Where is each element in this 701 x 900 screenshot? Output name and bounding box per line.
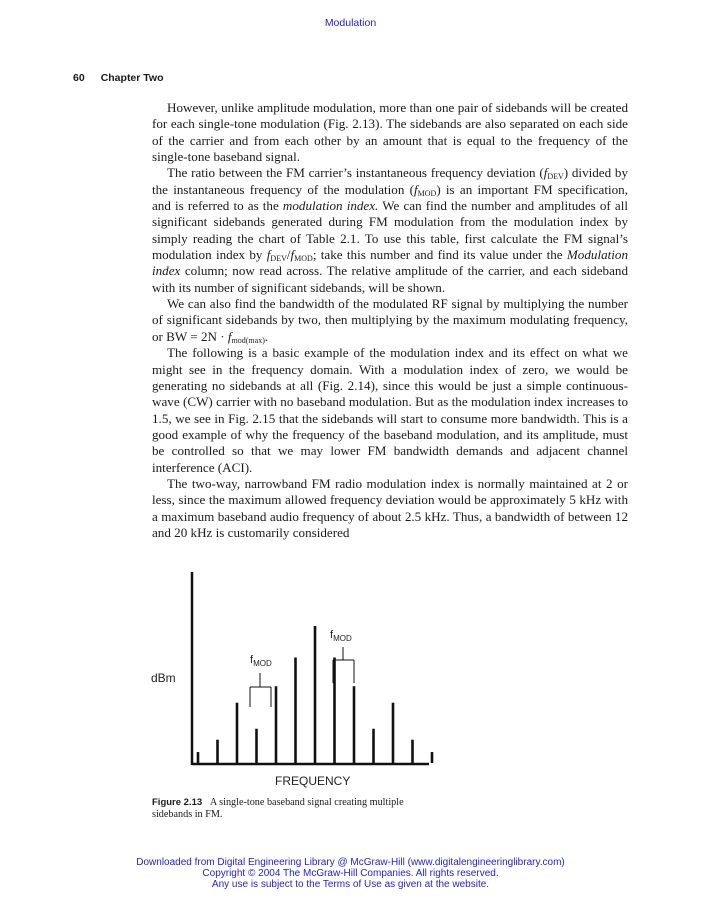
fmod-right-sub: MOD (333, 634, 352, 643)
fmod-right-f: f (330, 629, 334, 641)
body-text (152, 100, 628, 541)
figure-caption-text: A single-tone baseband signal creating multiple sidebands in FM. (152, 797, 404, 820)
p3-text-1: We can also find the bandwidth of the modulated RF signal by multiplying the number of significant sidebands by two, then multiplying by the maximum modulating frequency, or BW = 2N · (152, 296, 628, 344)
mod-subscript: MOD (417, 188, 437, 198)
page-header (73, 72, 164, 84)
dev-subscript: DEV (270, 254, 287, 264)
paragraph-4: The following is a basic example of the modulation index and its effect on what we might see in the frequency domain. With a modulation index of zero, we would be generating no sidebands at all (Fig. 2.14), since this would be just a simple continuous-wave (CW) carrier with no baseband modulation. But as the modulation index increases to 1.5, we see in Fig. 2.15 that the sidebands will start to consume more bandwidth. This is a good example of why the frequency of the baseband modulation, and its amplitude, must be controlled so that we may lower FM bandwidth demands and adjacent channel interference (ACI). (152, 345, 628, 475)
footer-download-link[interactable]: Downloaded from Digital Engineering Library @ McGraw-Hill (www.digitalengineeringlibrary.com) (136, 857, 565, 868)
p3-text-2: . (264, 328, 269, 344)
fmod-annotation-left (250, 654, 272, 707)
fmod-left-f: f (250, 654, 254, 666)
fmod-left-sub: MOD (253, 659, 272, 668)
term-modulation-index: modulation index. (282, 198, 379, 214)
spectral-lines (198, 626, 432, 763)
fmod-label-right (330, 629, 352, 643)
x-axis-label: FREQUENCY (275, 774, 351, 788)
paragraph-1: However, unlike amplitude modulation, more than one pair of sidebands will be created for each single-tone modulation (Fig. 2.13). The sidebands are also separated on each side of the carrier and from each other by an amount that is equal to the frequency of the single-tone baseband signal. (152, 100, 628, 165)
p2-text-3: ) is an important FM specification, and is referred to as the (152, 181, 628, 214)
f-symbol: f (266, 247, 271, 263)
dev-subscript: DEV (547, 172, 564, 182)
chapter-title: Chapter Two (100, 72, 164, 84)
spectrum-diagram (140, 565, 450, 790)
mod-subscript: MOD (294, 254, 313, 264)
mod-max-subscript: mod(max) (231, 335, 265, 345)
term-modulation-index-column: Modulation index (152, 247, 628, 279)
p2-text-1: The ratio between the FM carrier’s instantaneous frequency deviation ( (167, 165, 544, 181)
paragraph-5: The two-way, narrowband FM radio modulation index is normally maintained at 2 or less, since the maximum allowed frequency deviation would be approximately 5 kHz with a maximum baseband audio frequency of about 2.5 kHz. Thus, a bandwidth of between 12 and 20 kHz is customarily considered (152, 475, 628, 540)
figure-caption-label: Figure 2.13 (152, 797, 203, 808)
p2-text-5: ; take this number and find its value under the (312, 247, 567, 263)
figure-2-13 (140, 565, 450, 795)
paragraph-2: The ratio between the FM carrier’s instantaneous frequency deviation $(f_{DEV})$ divided by the instantaneous frequency of the modulation $(f_{MOD})$ is an important FM specification, and is referred to as the modulation index. We can find the number and amplitudes of all significant sidebands generated during FM modulation from the modulation index by simply reading the chart of Table 2.1. To use this table, first calculate the FM signal’s modulation index by $f_{DEV}/f_{MOD}$; take this number and find its value under the Modulation index column; now read across. The relative amplitude of the carrier, and each sideband with its number of significant sidebands, will be shown. (152, 165, 629, 295)
footer-copyright: Copyright © 2004 The McGraw-Hill Companies. All rights reserved. (202, 868, 499, 879)
f-symbol: f (227, 328, 232, 344)
running-head: Modulation (324, 17, 377, 29)
figure-caption (152, 797, 412, 821)
paragraph-3 (152, 296, 628, 345)
p2-text-4: We can find the number and amplitudes of all significant sidebands generated during FM modulation from the modulation index by simply reading the chart of Table 2.1. To use this table, first calculate the FM signal’s modulation index by (152, 198, 628, 263)
f-symbol: f (543, 165, 548, 181)
footer-terms-of-use[interactable]: Any use is subject to the Terms of Use as given at the website. (211, 879, 490, 890)
p2-text-6: column; now read across. The relative amplitude of the carrier, and each sideband with its number of significant sidebands, will be shown. (152, 263, 628, 295)
p2-text-2: ) divided by the instantaneous frequency of the modulation ( (152, 165, 629, 197)
footer (0, 857, 701, 890)
y-axis-label: dBm (151, 671, 176, 685)
page-number: 60 (73, 72, 85, 84)
fmod-label-left (250, 654, 272, 668)
f-symbol: f (414, 181, 418, 197)
f-symbol: f (290, 247, 295, 263)
